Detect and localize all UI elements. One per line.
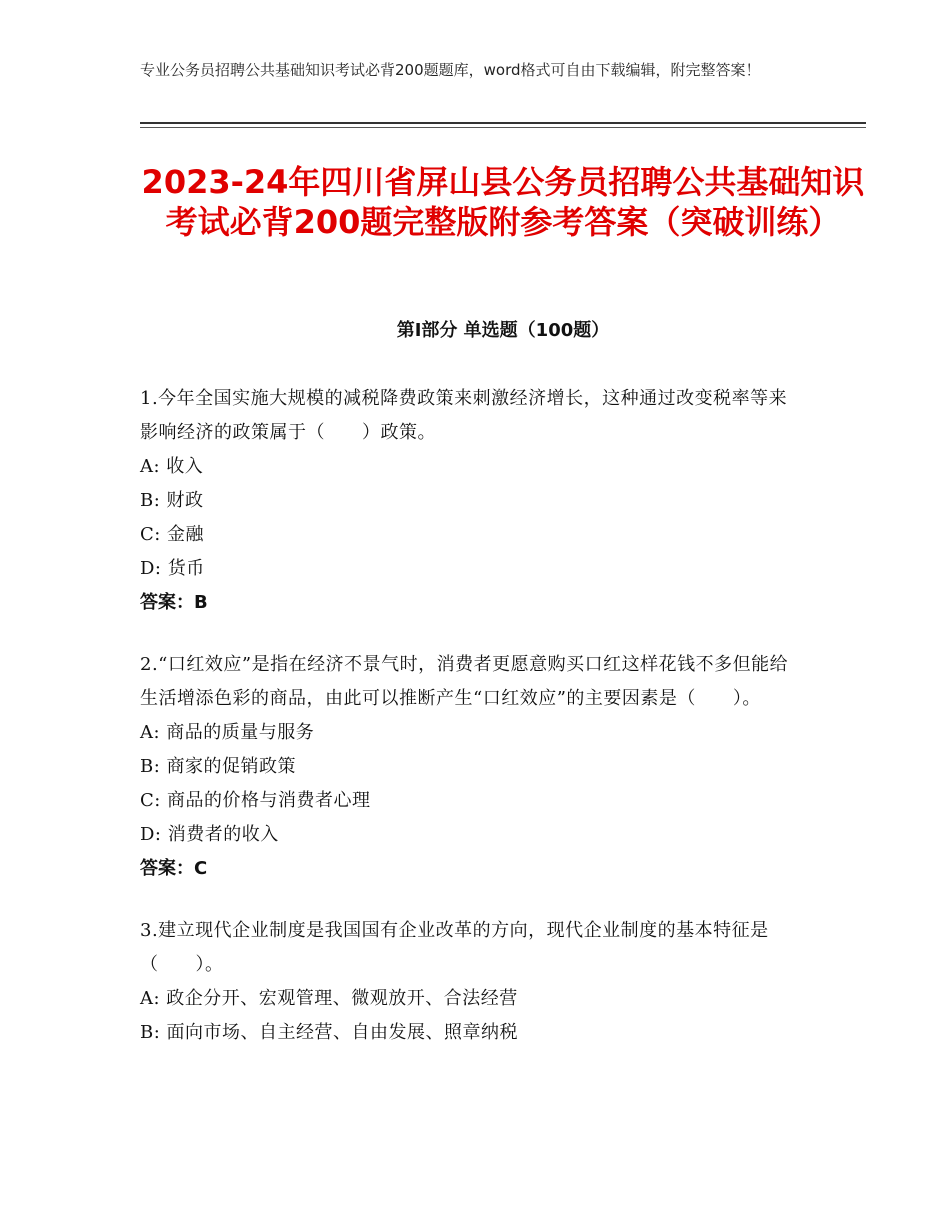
- option-b: B: 商家的促销政策: [140, 756, 297, 777]
- question-2: [140, 648, 800, 886]
- question-3: [140, 914, 800, 1050]
- option-d: D: 货币: [140, 558, 205, 579]
- answer-line: 答案：C: [140, 858, 208, 879]
- option-a: A: 收入: [140, 456, 204, 477]
- option-a: A: 商品的质量与服务: [140, 722, 315, 743]
- header-note: 专业公务员招聘公共基础知识考试必背200题题库，word格式可自由下载编辑，附完整答案！: [140, 61, 761, 79]
- option-d: D: 消费者的收入: [140, 824, 279, 845]
- option-b: B: 财政: [140, 490, 204, 511]
- answer-line: 答案：B: [140, 592, 208, 613]
- question-stem: 3.建立现代企业制度是我国国有企业改革的方向，现代企业制度的基本特征是（ ）。: [140, 920, 769, 975]
- option-c: C: 金融: [140, 524, 205, 545]
- header-divider-thin: [140, 127, 866, 128]
- question-list: [140, 382, 800, 1078]
- question-1: [140, 382, 800, 620]
- option-a: A: 政企分开、宏观管理、微观放开、合法经营: [140, 988, 518, 1009]
- question-stem: 2.“口红效应”是指在经济不景气时，消费者更愿意购买口红这样花钱不多但能给生活增添色彩的商品，由此可以推断产生“口红效应”的主要因素是（ ）。: [140, 654, 789, 709]
- option-b: B: 面向市场、自主经营、自由发展、照章纳税: [140, 1022, 519, 1043]
- section-title: 第Ⅰ部分 单选题（100题）: [396, 320, 610, 341]
- question-stem: 1.今年全国实施大规模的减税降费政策来刺激经济增长，这种通过改变税率等来影响经济的政策属于（ ）政策。: [140, 388, 788, 443]
- document-title: 2023-24年四川省屏山县公务员招聘公共基础知识考试必背200题完整版附参考答案（突破训练）: [141, 163, 865, 241]
- option-c: C: 商品的价格与消费者心理: [140, 790, 371, 811]
- header-divider-thick: [140, 122, 866, 124]
